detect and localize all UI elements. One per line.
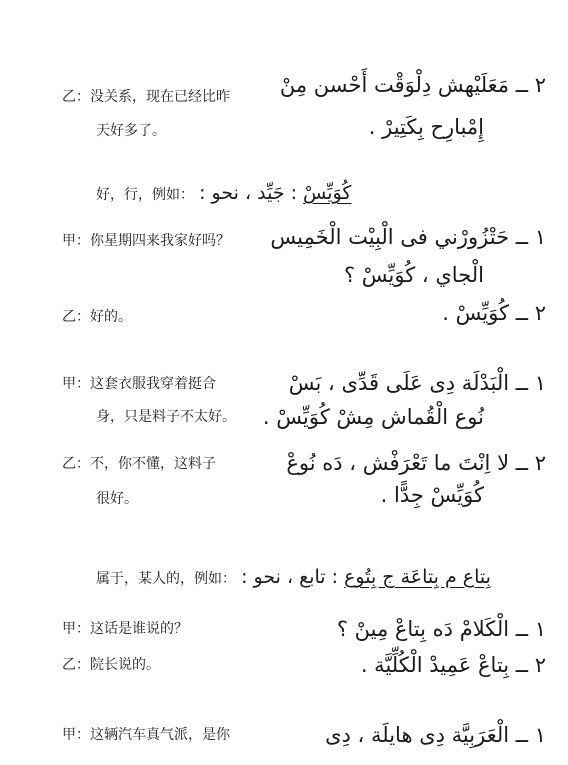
arabic-line: ٢ ــ كُوَيِّسْ . <box>442 301 546 325</box>
headword: بِتاع م بِتاعَة ج بِتُوع <box>344 566 491 588</box>
arabic-line: ١ ــ الْكَلامْ دَه بِتاعْ مِينْ ؟ <box>336 617 546 641</box>
vocab-heading <box>96 182 351 204</box>
headword-gloss: : تابع ، نحو : <box>241 566 345 588</box>
chinese-line: 乙：院长说的。 <box>62 657 160 673</box>
arabic-line: ١ ــ حَتْزُورْني فى الْبِيْت الْخَمِيس <box>270 225 546 249</box>
arabic-line: كُوَيِّسْ جِدًّا . <box>380 483 484 507</box>
arabic-line: ١ ــ الْعَرَبِيَّة دِى هايلَة ، دِى <box>325 723 546 747</box>
heading-arabic <box>199 182 351 204</box>
arabic-line: ١ ــ الْبَدْلَة دِى عَلَى قَدِّى ، بَسْ <box>288 371 546 395</box>
arabic-line: نُوع الْقُماش مِشْ كُوَيِّسْ . <box>262 405 484 429</box>
arabic-line: ٢ ــ مَعَلَيْهش دِلْوَقْت أَحْسن مِنْ <box>279 73 546 97</box>
arabic-line: الْجاي ، كُوَيِّسْ ؟ <box>343 263 484 287</box>
arabic-line: ٢ ــ لا اِنْتَ ما تَعْرَفْش ، دَه نُوعْ <box>286 451 546 475</box>
vocab-heading <box>96 566 491 588</box>
chinese-line: 天好多了。 <box>96 123 166 139</box>
heading-arabic <box>241 566 491 588</box>
headword-gloss: : جَيِّد ، نحو : <box>199 182 304 204</box>
chinese-line: 乙：好的。 <box>62 309 132 325</box>
chinese-line: 甲：你星期四来我家好吗？ <box>62 233 230 249</box>
chinese-line: 乙：没关系，现在已经比昨 <box>62 89 230 105</box>
chinese-line: 很好。 <box>96 491 138 507</box>
arabic-line: ٢ ــ بِتاعْ عَمِيدْ الْكُلِّيَّة . <box>360 653 546 677</box>
chinese-line: 身，只是料子不太好。 <box>96 409 236 425</box>
arabic-line: إِمْبارِح بِكَتِيرْ . <box>368 115 484 139</box>
chinese-line: 甲：这套衣服我穿着挺合 <box>62 376 216 392</box>
chinese-line: 甲：这辆汽车真气派，是你 <box>62 727 230 743</box>
chinese-line: 乙：不，你不懂，这料子 <box>62 456 216 472</box>
heading-label: 属于，某人的，例如： <box>96 571 236 587</box>
headword: كُوَيِّسْ <box>303 182 352 204</box>
heading-label: 好，行，例如： <box>96 187 194 203</box>
chinese-line: 甲：这话是谁说的？ <box>62 621 188 637</box>
